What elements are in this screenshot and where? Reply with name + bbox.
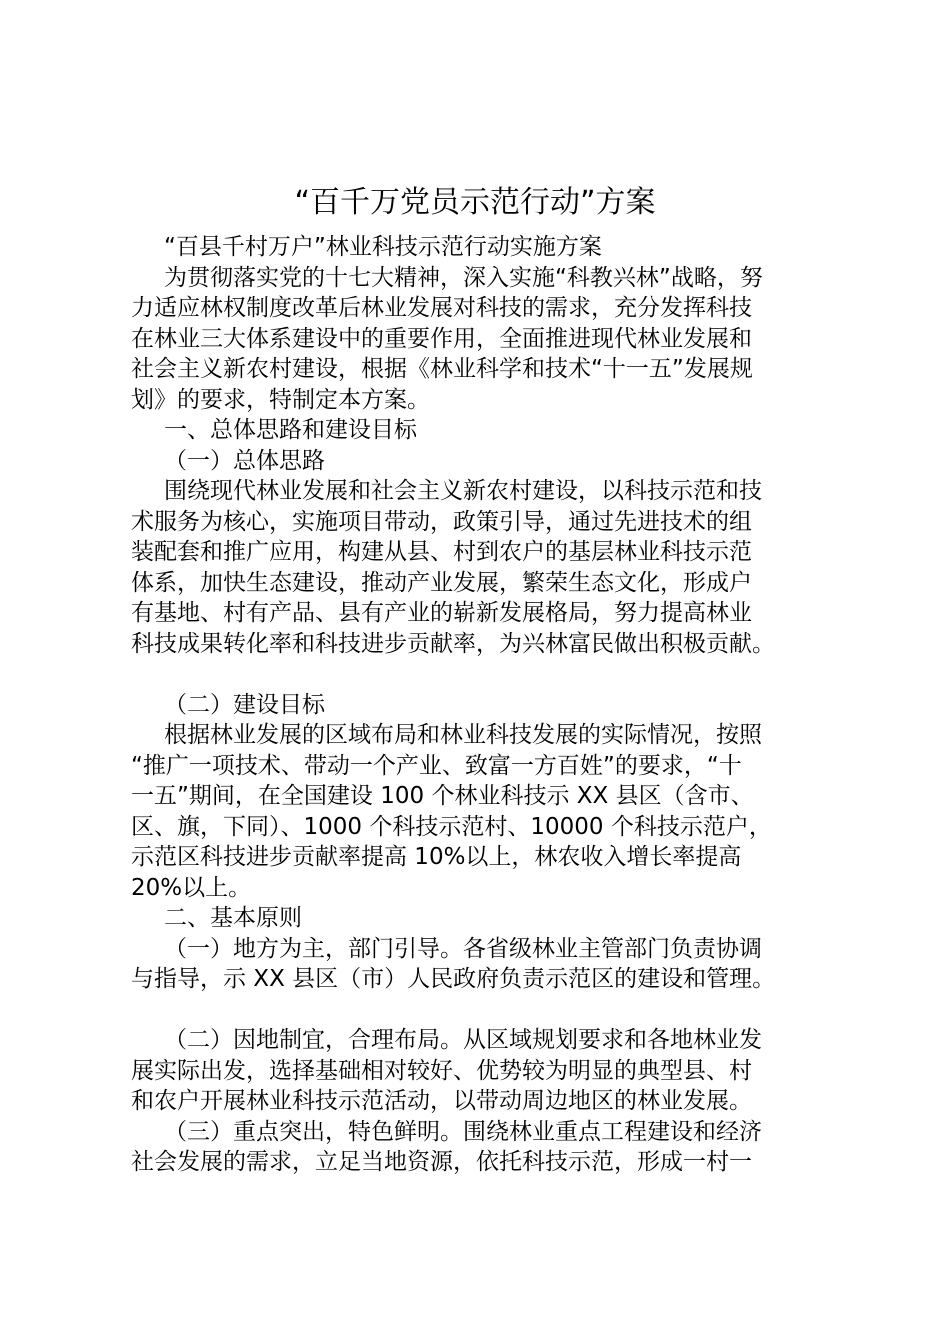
text-line: （一）地方为主，部门引导。各省级林业主管部门负责协调 (164, 935, 762, 962)
text-line: 示范区科技进步贡献率提高 10%以上，林农收入增长率提高 (131, 844, 742, 870)
text-line: “百县千村万户”林业科技示范行动实施方案 (164, 234, 602, 260)
text-line: 20%以上。 (131, 874, 252, 901)
blank-line (131, 995, 831, 1026)
text-line: 一、总体思路和建设目标 (164, 417, 417, 443)
text-line: 社会主义新农村建设，根据《林业科学和技术“十一五”发展规 (131, 356, 753, 382)
text-line: 社会发展的需求，立足当地资源，依托科技示范，形成一村一 (131, 1149, 752, 1175)
text-line: （二）建设目标 (164, 691, 325, 718)
text-line: 术服务为核心，实施项目带动，政策引导，通过先进技术的组 (131, 508, 752, 535)
blank-line (131, 659, 831, 690)
text-line: 为贯彻落实党的十七大精神，深入实施“科教兴林”战略，努 (164, 264, 763, 291)
text-line: 体系，加快生态建设，推动产业发展，繁荣生态文化，形成户 (131, 569, 752, 596)
text-line: （三）重点突出，特色鲜明。围绕林业重点工程建设和经济 (164, 1118, 762, 1145)
text-line: 二、基本原则 (164, 905, 302, 931)
text-line: “推广一项技术、带动一个产业、致富一方百姓”的要求，“十 (131, 752, 742, 779)
text-line: 装配套和推广应用，构建从县、村到农户的基层林业科技示范 (131, 539, 752, 565)
text-line: 在林业三大体系建设中的重要作用，全面推进现代林业发展和 (131, 325, 752, 352)
text-line: 围绕现代林业发展和社会主义新农村建设，以科技示范和技 (164, 478, 762, 504)
text-line: 科技成果转化率和科技进步贡献率，为兴林富民做出积极贡献。 (131, 630, 775, 657)
text-line: 有基地、村有产品、县有产业的崭新发展格局，努力提高林业 (131, 600, 752, 626)
text-line: （二）因地制宜，合理布局。从区域规划要求和各地林业发 (164, 1027, 762, 1053)
text-line: 与指导，示 XX 县区（市）人民政府负责示范区的建设和管理。 (131, 966, 776, 992)
document-title: “百千万党员示范行动”方案 (294, 185, 656, 220)
text-line: 划》的要求，特制定本方案。 (131, 386, 430, 413)
text-line: 和农户开展林业科技示范活动，以带动周边地区的林业发展。 (131, 1088, 752, 1114)
text-line: 展实际出发，选择基础相对较好、优势较为明显的典型县、村 (131, 1057, 752, 1084)
document-body (131, 232, 831, 1178)
text-line: 力适应林权制度改革后林业发展对科技的需求，充分发挥科技 (131, 295, 752, 321)
text-line: 一五”期间，在全国建设 100 个林业科技示 XX 县区（含市、 (131, 783, 754, 809)
text-line: （一）总体思路 (164, 447, 325, 474)
text-line: 区、旗，下同）、1000 个科技示范村、10000 个科技示范户， (131, 813, 772, 840)
text-line: 根据林业发展的区域布局和林业科技发展的实际情况，按照 (164, 722, 762, 748)
